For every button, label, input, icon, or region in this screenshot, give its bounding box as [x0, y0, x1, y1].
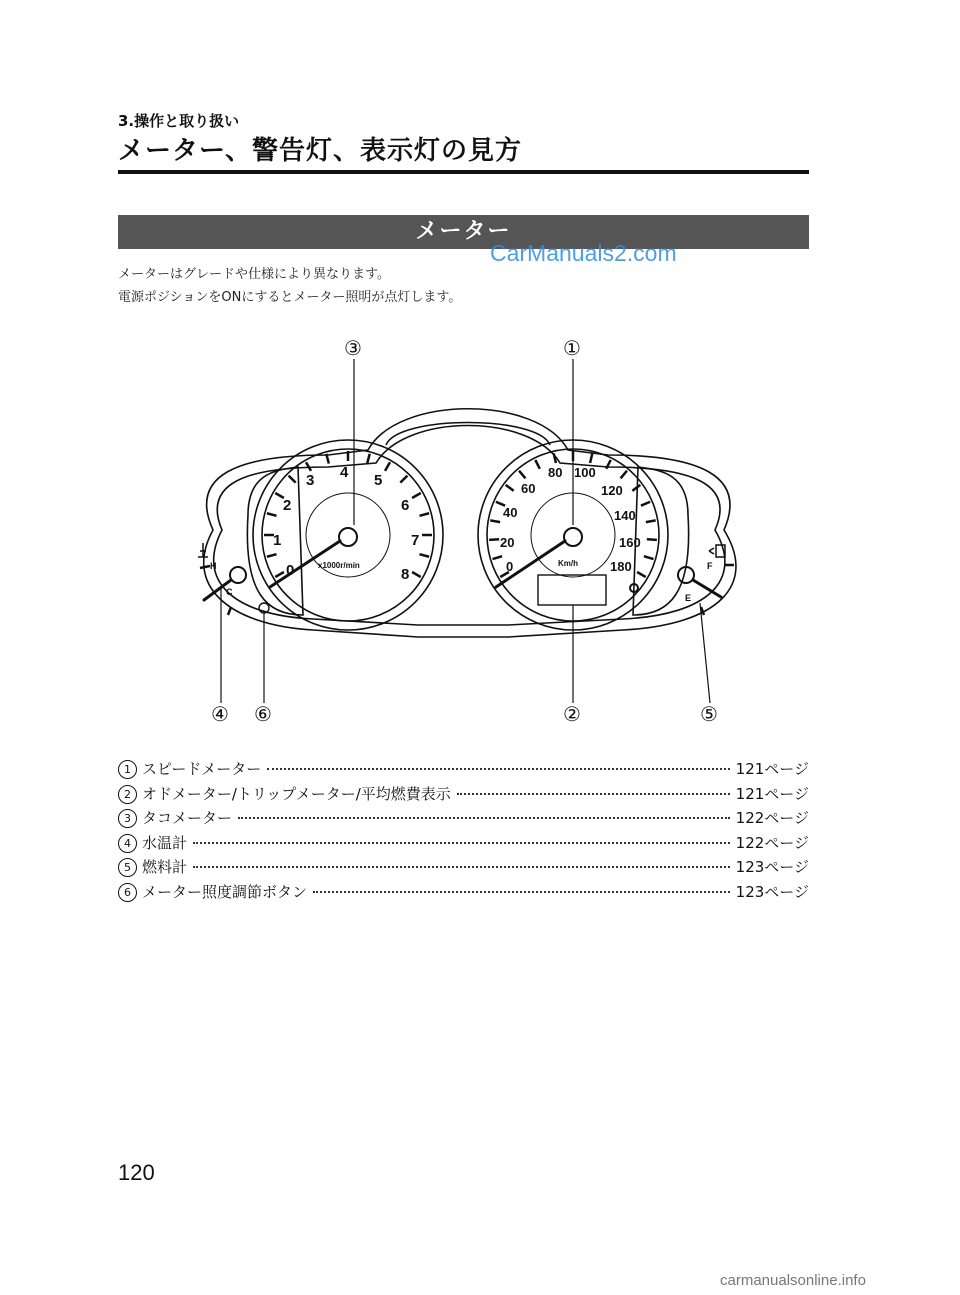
dial-tick — [275, 572, 284, 577]
legend-number: 4 — [118, 834, 137, 853]
legend-item — [118, 807, 809, 832]
legend-label: 水温計 — [142, 833, 188, 852]
dial-tick — [519, 471, 525, 479]
legend-page: 121ページ — [735, 760, 809, 778]
callout-2: ② — [563, 702, 581, 725]
speed-hub — [564, 528, 582, 546]
legend-item — [118, 758, 809, 783]
legend-number: 3 — [118, 809, 137, 828]
chapter-label: 3.操作と取り扱い — [118, 112, 240, 130]
page-title: メーター、警告灯、表示灯の見方 — [118, 136, 522, 166]
tach-unit: x1000r/min — [318, 561, 360, 570]
intro-line-1: メーターはグレードや仕様により異なります。 — [118, 267, 390, 282]
dial-tick — [641, 502, 650, 506]
tach-num-8: 8 — [401, 566, 410, 583]
leader-dots — [238, 817, 730, 819]
temp-label-h: H — [210, 561, 217, 571]
dial-tick — [267, 513, 277, 516]
tach-num-7: 7 — [411, 532, 420, 549]
legend-label: オドメーター/トリップメーター/平均燃費表示 — [142, 784, 451, 803]
dial-tick — [637, 572, 646, 577]
callout-1: ① — [563, 336, 581, 360]
leader-dots — [193, 866, 730, 868]
legend-list — [118, 758, 809, 905]
dial-tick — [644, 556, 654, 559]
legend-label: スピードメーター — [142, 760, 262, 778]
dial-tick — [506, 485, 514, 491]
tach-num-4: 4 — [340, 464, 349, 481]
callout-4: ④ — [211, 702, 229, 725]
legend-page: 123ページ — [735, 858, 809, 876]
legend-item — [118, 832, 809, 857]
fuel-needle — [693, 580, 721, 597]
leader-dots — [193, 842, 730, 844]
dial-tick — [490, 520, 500, 522]
dial-tick — [647, 539, 657, 540]
dial-tick — [400, 476, 407, 483]
title-rule — [118, 170, 809, 174]
speed-num-140: 140 — [614, 508, 636, 523]
legend-number: 6 — [118, 883, 137, 902]
legend-item — [118, 856, 809, 881]
fuel-label-f: F — [707, 561, 713, 571]
legend-page: 122ページ — [735, 809, 809, 827]
legend-label: 燃料計 — [142, 858, 188, 876]
tach-num-1: 1 — [273, 532, 282, 549]
speed-num-80: 80 — [548, 465, 563, 480]
leader-dots — [267, 768, 729, 770]
cluster-inner-outline — [214, 426, 725, 626]
legend-page: 122ページ — [735, 833, 809, 852]
speed-unit: Km/h — [558, 559, 578, 568]
speed-num-180: 180 — [610, 559, 632, 574]
speed-num-120: 120 — [601, 483, 623, 498]
callout-5: ⑤ — [700, 702, 718, 725]
fuel-pod — [633, 467, 692, 615]
speed-num-0: 0 — [506, 559, 514, 574]
tach-num-3: 3 — [306, 472, 315, 489]
dial-tick — [412, 572, 421, 577]
footer-watermark: carmanualsonline.info — [720, 1272, 866, 1289]
speed-num-100: 100 — [574, 465, 596, 480]
dial-tick — [267, 554, 277, 557]
tach-num-5: 5 — [374, 472, 383, 489]
dial-tick — [489, 539, 499, 540]
page-number: 120 — [118, 1160, 155, 1185]
speed-num-40: 40 — [503, 505, 518, 520]
watermark: CarManuals2.com — [490, 240, 677, 266]
speed-num-160: 160 — [619, 535, 641, 550]
dial-tick — [646, 520, 656, 522]
leader-dots — [313, 891, 730, 893]
dial-tick — [554, 453, 556, 463]
dial-tick — [385, 462, 390, 471]
dial-tick — [289, 476, 296, 483]
cluster-outline — [204, 409, 736, 637]
fuel-label-e: E — [685, 593, 692, 603]
legend-item — [118, 783, 809, 808]
tach-hub — [339, 528, 357, 546]
legend-label: メーター照度調節ボタン — [142, 882, 308, 901]
dial-tick — [535, 460, 539, 469]
speed-num-20: 20 — [500, 535, 515, 550]
tach-num-0: 0 — [286, 562, 295, 579]
odometer-display — [538, 575, 606, 605]
dial-tick — [367, 454, 370, 464]
legend-page: 121ページ — [735, 784, 809, 803]
meter-diagram — [118, 325, 809, 725]
legend-number: 5 — [118, 858, 137, 877]
section-heading: メーター — [118, 215, 809, 249]
intro-line-2: 電源ポジションをONにするとメーター照明が点灯します。 — [118, 290, 462, 305]
dial-tick — [632, 485, 640, 491]
dial-tick — [493, 556, 503, 559]
callout-3: ③ — [344, 336, 362, 360]
legend-number: 2 — [118, 785, 137, 804]
legend-number: 1 — [118, 760, 137, 779]
leader-dots — [457, 793, 730, 795]
legend-label: タコメーター — [142, 809, 233, 827]
speed-num-60: 60 — [521, 481, 536, 496]
legend-item — [118, 881, 809, 906]
dial-tick — [621, 471, 627, 479]
temp-label-c: C — [226, 587, 233, 597]
legend-page: 123ページ — [735, 882, 809, 901]
dial-tick — [590, 453, 592, 463]
callout-6: ⑥ — [254, 702, 272, 725]
tach-num-2: 2 — [283, 497, 292, 514]
dial-tick — [419, 513, 429, 516]
tach-num-6: 6 — [401, 497, 410, 514]
dial-tick — [419, 554, 429, 557]
temp-hub — [230, 567, 246, 583]
dial-tick — [412, 493, 421, 498]
